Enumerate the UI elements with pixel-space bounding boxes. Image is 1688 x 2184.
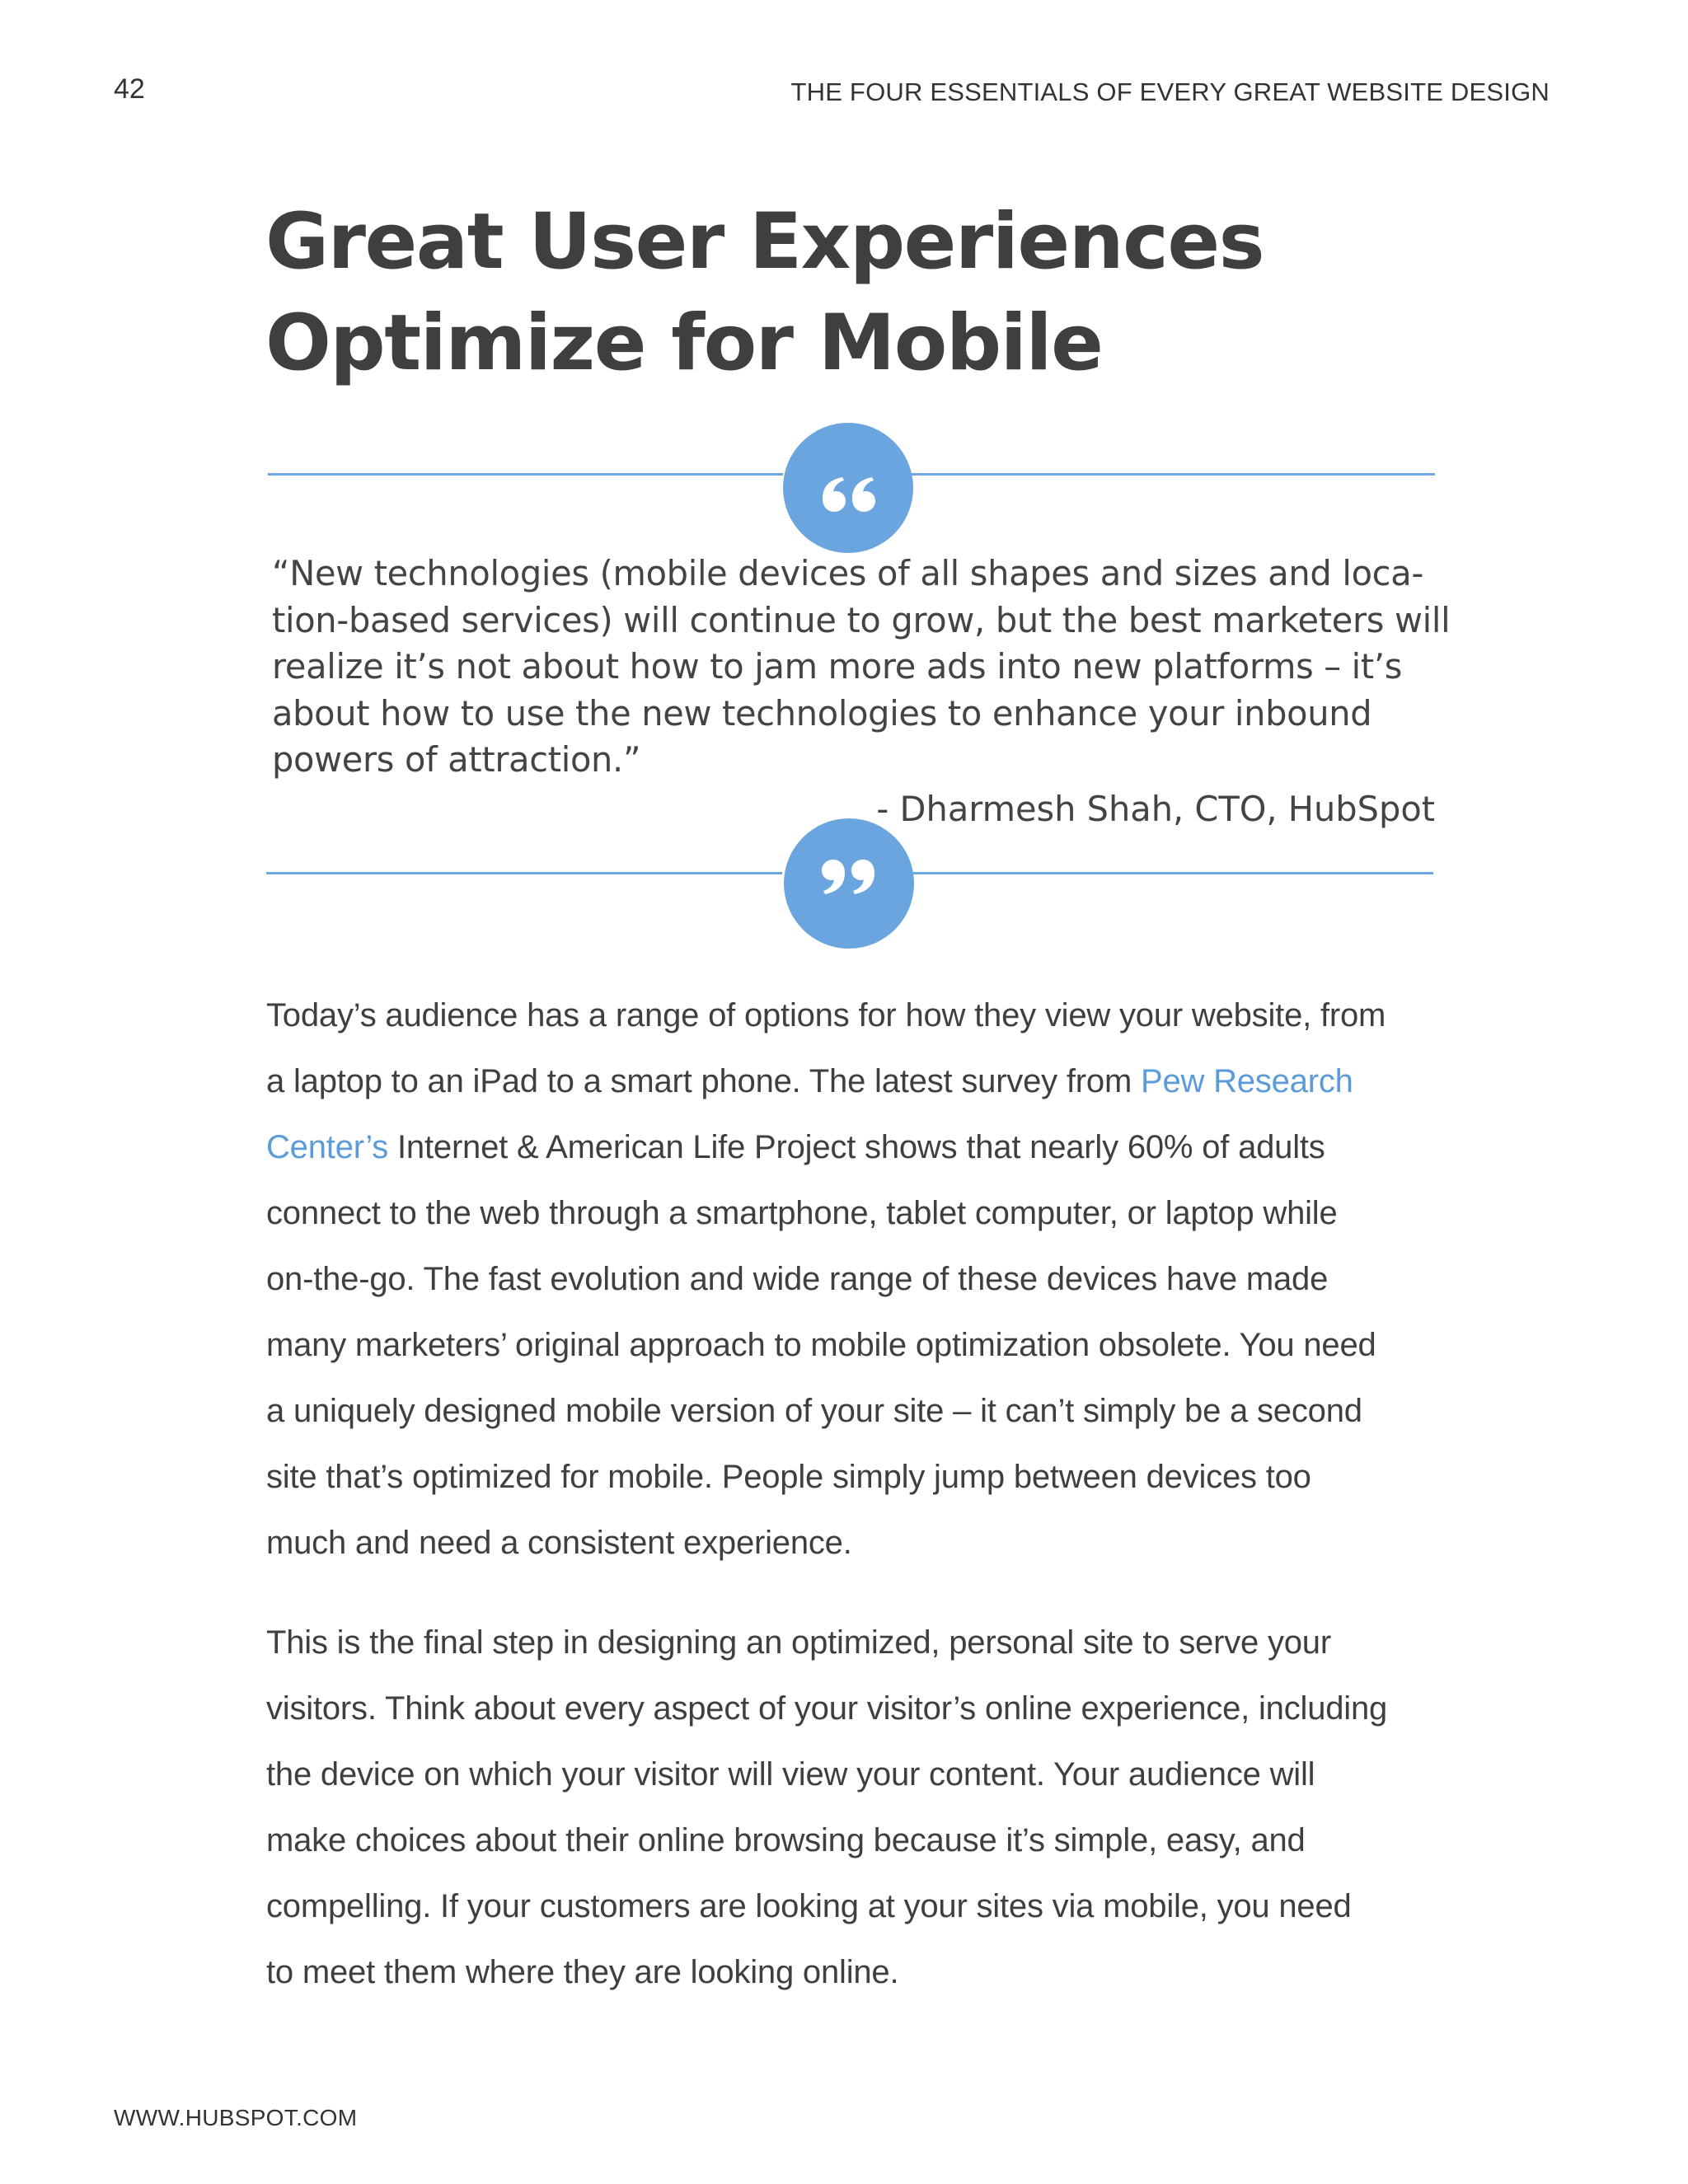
body-line: compelling. If your customers are looking at your sites via mobile, you need	[266, 1888, 1352, 1924]
running-header: THE FOUR ESSENTIALS OF EVERY GREAT WEBSITE DESIGN	[790, 77, 1550, 106]
body-paragraph-1	[266, 982, 1453, 1576]
footer-url: WWW.HUBSPOT.COM	[114, 2105, 358, 2130]
body-line: make choices about their online browsing because it’s simple, easy, and	[266, 1822, 1306, 1858]
body-line: to meet them where they are looking online.	[266, 1954, 899, 1990]
page-title	[265, 191, 1502, 394]
pull-quote-line: “New technologies (mobile devices of all shapes and sizes and loca-	[272, 553, 1424, 593]
page-title-line-1: Great User Experiences	[265, 197, 1264, 287]
pull-quote-line: realize it’s not about how to jam more ads into new platforms – it’s	[272, 646, 1403, 687]
body-line: visitors. Think about every aspect of your visitor’s online experience, including	[266, 1690, 1388, 1727]
body-line: This is the final step in designing an optimized, personal site to serve your	[266, 1624, 1331, 1661]
body-line	[266, 1048, 1453, 1114]
pull-quote-line: powers of attraction.”	[272, 739, 641, 780]
close-quote-icon	[784, 818, 914, 949]
body-line: site that’s optimized for mobile. People simply jump between devices too	[266, 1459, 1311, 1495]
quote-top-rule-left	[268, 473, 783, 476]
body-line: connect to the web through a smartphone, tablet computer, or laptop while	[266, 1195, 1338, 1231]
quote-bottom-rule-right	[913, 872, 1433, 874]
body-line	[266, 1114, 1453, 1180]
body-line: on-the-go. The fast evolution and wide range of these devices have made	[266, 1261, 1329, 1297]
body-line-text: a laptop to an iPad to a smart phone. The latest survey from	[266, 1063, 1141, 1099]
body-line: much and need a consistent experience.	[266, 1525, 852, 1561]
page-title-line-2: Optimize for Mobile	[265, 298, 1103, 388]
pull-quote-line: tion-based services) will continue to grow, but the best marketers will	[272, 599, 1451, 640]
open-quote-icon	[783, 423, 913, 553]
pull-quote-line: about how to use the new technologies to enhance your inbound	[272, 692, 1372, 733]
pull-quote	[272, 551, 1451, 784]
body-line: a uniquely designed mobile version of your site – it can’t simply be a second	[266, 1393, 1362, 1429]
quote-top-rule-right	[910, 473, 1435, 476]
quote-bottom-rule-left	[266, 872, 782, 874]
body-line-text: Internet & American Life Project shows that nearly 60% of adults	[388, 1129, 1325, 1165]
page-number: 42	[114, 73, 145, 105]
body-line: many marketers’ original approach to mobile optimization obsolete. You need	[266, 1327, 1376, 1363]
pew-research-link-continued[interactable]: Center’s	[266, 1129, 389, 1165]
pew-research-link[interactable]: Pew Research	[1140, 1063, 1353, 1099]
quote-attribution: - Dharmesh Shah, CTO, HubSpot	[876, 789, 1435, 829]
body-line: Today’s audience has a range of options for how they view your website, from	[266, 997, 1386, 1033]
body-paragraph-2	[266, 1610, 1453, 2005]
body-line: the device on which your visitor will view your content. Your audience will	[266, 1756, 1315, 1793]
